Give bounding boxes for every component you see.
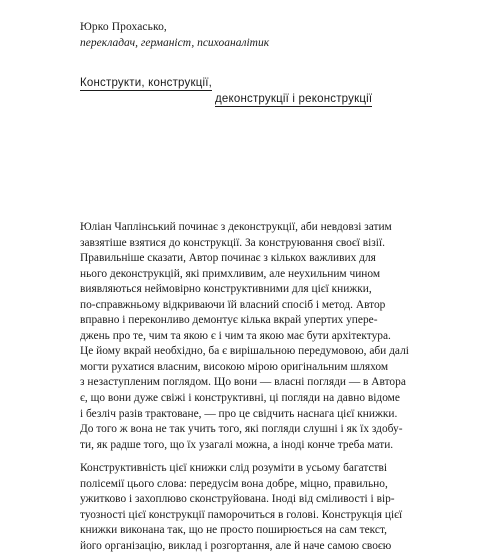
- essay-body: [80, 220, 425, 554]
- text-line: джень про те, чим та якою є і чим та якою має бути архітектура.: [80, 329, 391, 342]
- title-line-2-text: деконструкції і реконструкції: [215, 93, 373, 105]
- text-line: туозності цієї конструкції паморочиться в голові. Конструкція цієї: [80, 508, 403, 521]
- text-line: полісемії цього слова: передусім вона добре, міцно, правильно,: [80, 477, 388, 490]
- title-line-2: [80, 91, 420, 107]
- author-role: перекладач, германіст, психоаналітик: [80, 37, 270, 49]
- text-line: з незаступленим поглядом. Що вони — власні погляди — в Автора: [80, 376, 406, 389]
- text-line: по-справжньому відкриваючи їй власний спосіб і метод. Автор: [80, 298, 386, 311]
- text-line: могти рухатися власним, високою мірою оригінальним шляхом: [80, 360, 389, 373]
- text-line: Юліан Чаплінський починає з деконструкції, аби невдовзі затим: [80, 221, 392, 233]
- text-line: виявляються неймовірно конструктивними для цієї книжки,: [80, 283, 372, 296]
- text-line: ти, як радше того, що їх узагалі можна, а іноді конче треба мати.: [80, 438, 394, 451]
- text-line: вправно і переконливо демонтує кілька вкрай упертих упере-: [80, 314, 378, 327]
- text-line: Конструктивність цієї книжки слід розуміти в усьому багатстві: [80, 462, 388, 475]
- text-line: Це йому вкрай необхідно, ба є вирішальною передумовою, аби далі: [80, 345, 409, 358]
- text-line: нього деконструкцій, які примхливим, але неухильним чином: [80, 267, 381, 280]
- text-line: завзятіше взятися до конструкції. За конструювання своєї візії.: [80, 236, 385, 249]
- paragraph-2: [80, 461, 425, 554]
- paragraph-1: [80, 220, 425, 453]
- text-line: є, що вони дуже свіжі і конструктивні, ці погляди на давно відоме: [80, 392, 400, 405]
- text-line: і безліч разів трактоване, — про це свідчить наснага цієї книжки.: [80, 407, 398, 420]
- title-line-1: [80, 75, 420, 91]
- text-line: До того ж вона не так учить того, які погляди слушні і як їх здобу-: [80, 423, 403, 436]
- text-line: ужитково і захоплюво сконструйована. Іноді від сміливості і вір-: [80, 493, 395, 506]
- text-line: його організацію, виклад і розгортання, але й наче самою своєю: [80, 539, 392, 552]
- author-block: [80, 19, 440, 51]
- title-line-1-text: Конструкти, конструкції,: [80, 77, 213, 89]
- essay-title: [80, 75, 420, 107]
- text-line: Правильніше сказати, Автор починає з кількох важливих для: [80, 252, 376, 265]
- author-name: Юрко Прохасько,: [80, 21, 167, 33]
- text-line: книжки виконана так, що не просто поширюється на сам текст,: [80, 524, 387, 537]
